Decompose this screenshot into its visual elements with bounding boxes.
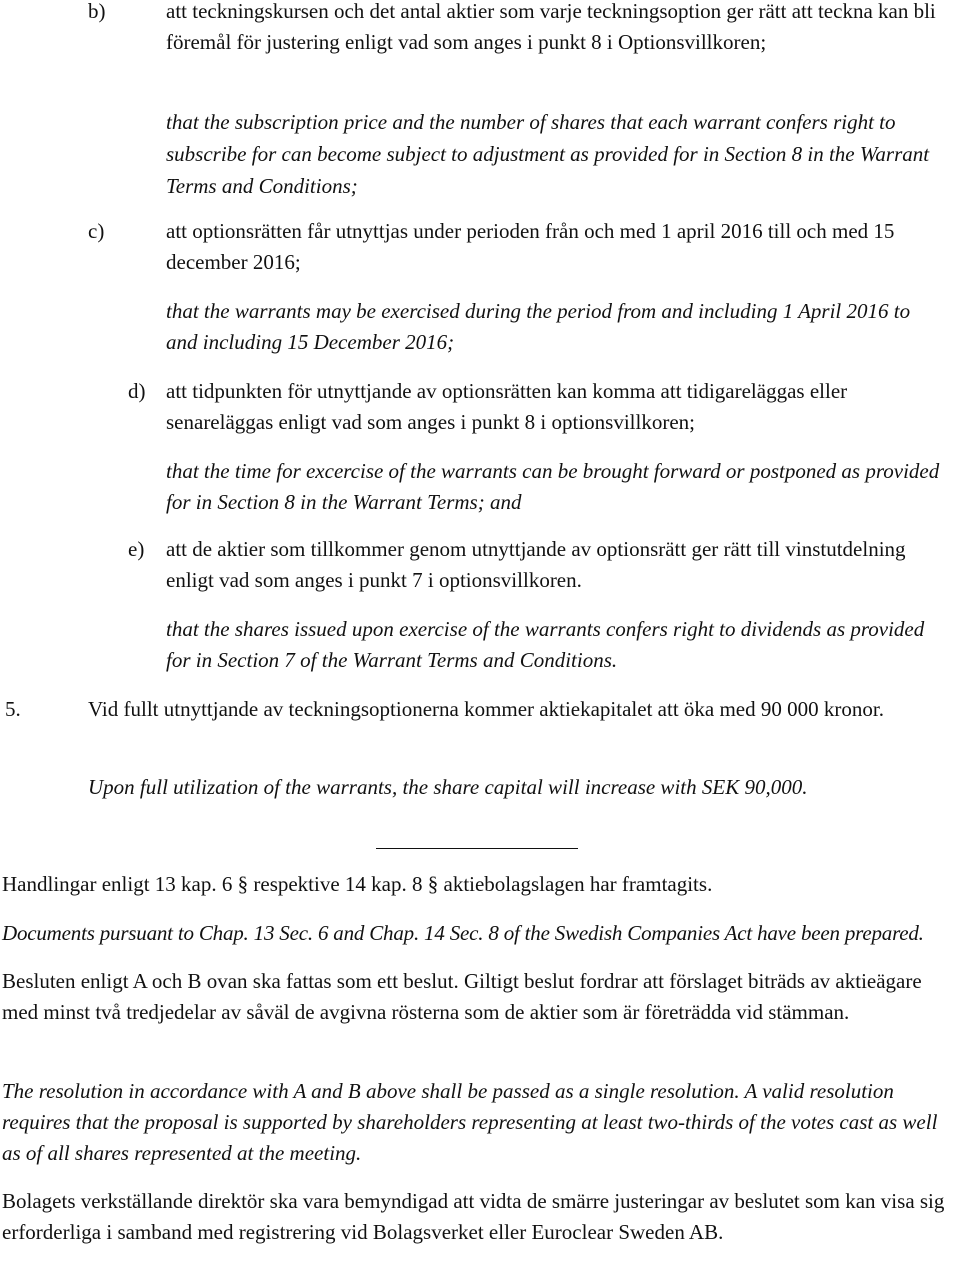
- documents-text-1: Handlingar enligt 13 kap. 6: [2, 872, 238, 896]
- ceo-authorization: Bolagets verkställande direktör ska vara bemyndigad att vidta de smärre justeringar av beslutet som kan visa sig erforderliga i samband med registrering vid Bolagsverket eller Euroclear Sweden AB.: [2, 1189, 945, 1244]
- item-b-english: that the subscription price and the number of shares that each warrant confers right to subscribe for can become subject to adjustment as provided for in Section 8 in the Warrant Terms and Conditions;: [166, 110, 930, 198]
- section-sign: §: [237, 872, 249, 896]
- item-c-english: that the warrants may be exercised during the period from and including 1 April 2016 to and including 15 December 2016;: [166, 299, 911, 354]
- item-5-label: 5.: [5, 697, 21, 721]
- item-c-swedish: att optionsrätten får utnyttjas under perioden från och med 1 april 2016 till och med 15 december 2016;: [166, 219, 895, 274]
- documents-text-2: respektive 14 kap. 8: [248, 872, 428, 896]
- item-5-swedish: Vid fullt utnyttjande av teckningsoptionerna kommer aktiekapitalet att öka med 90 000 kronor.: [88, 697, 884, 721]
- divider-line: [376, 848, 578, 849]
- documents-english: Documents pursuant to Chap. 13 Sec. 6 and Chap. 14 Sec. 8 of the Swedish Companies Act have been prepared.: [2, 921, 924, 945]
- item-e-swedish: att de aktier som tillkommer genom utnyttjande av optionsrätt ger rätt till vinstutdelning enligt vad som anges i punkt 7 i optionsvillkoren.: [166, 537, 906, 592]
- documents-text-3: aktiebolagslagen har framtagits.: [438, 872, 713, 896]
- item-e-english: that the shares issued upon exercise of the warrants confers right to dividends as provided for in Section 7 of the Warrant Terms and Conditions.: [166, 617, 925, 672]
- item-5-english: Upon full utilization of the warrants, the share capital will increase with SEK 90,000.: [88, 775, 808, 799]
- item-b-label: b): [88, 0, 106, 23]
- resolution-english: The resolution in accordance with A and B above shall be passed as a single resolution. A valid resolution requires that the proposal is supported by shareholders representing at least two-thirds of the votes cast as well as of all shares represented at the meeting.: [2, 1079, 938, 1165]
- item-d-label: d): [128, 379, 146, 403]
- item-c-label: c): [88, 219, 105, 243]
- section-sign: §: [427, 872, 439, 896]
- item-e-label: e): [128, 537, 145, 561]
- documents-swedish: [2, 869, 952, 900]
- resolution-swedish: Besluten enligt A och B ovan ska fattas som ett beslut. Giltigt beslut fordrar att förslaget biträds av aktieägare med minst två tredjedelar av såväl de avgivna rösterna som de aktier som är företrädda vid stämman.: [2, 969, 922, 1024]
- item-b-swedish: att teckningskursen och det antal aktier som varje teckningsoption ger rätt att teckna kan bli föremål för justering enligt vad som anges i punkt 8 i Optionsvillkoren;: [166, 0, 936, 54]
- item-d-swedish: att tidpunkten för utnyttjande av optionsrätten kan komma att tidigareläggas eller senareläggas enligt vad som anges i punkt 8 i optionsvillkoren;: [166, 379, 848, 434]
- item-d-english: that the time for excercise of the warrants can be brought forward or postponed as provided for in Section 8 in the Warrant Terms; and: [166, 459, 940, 514]
